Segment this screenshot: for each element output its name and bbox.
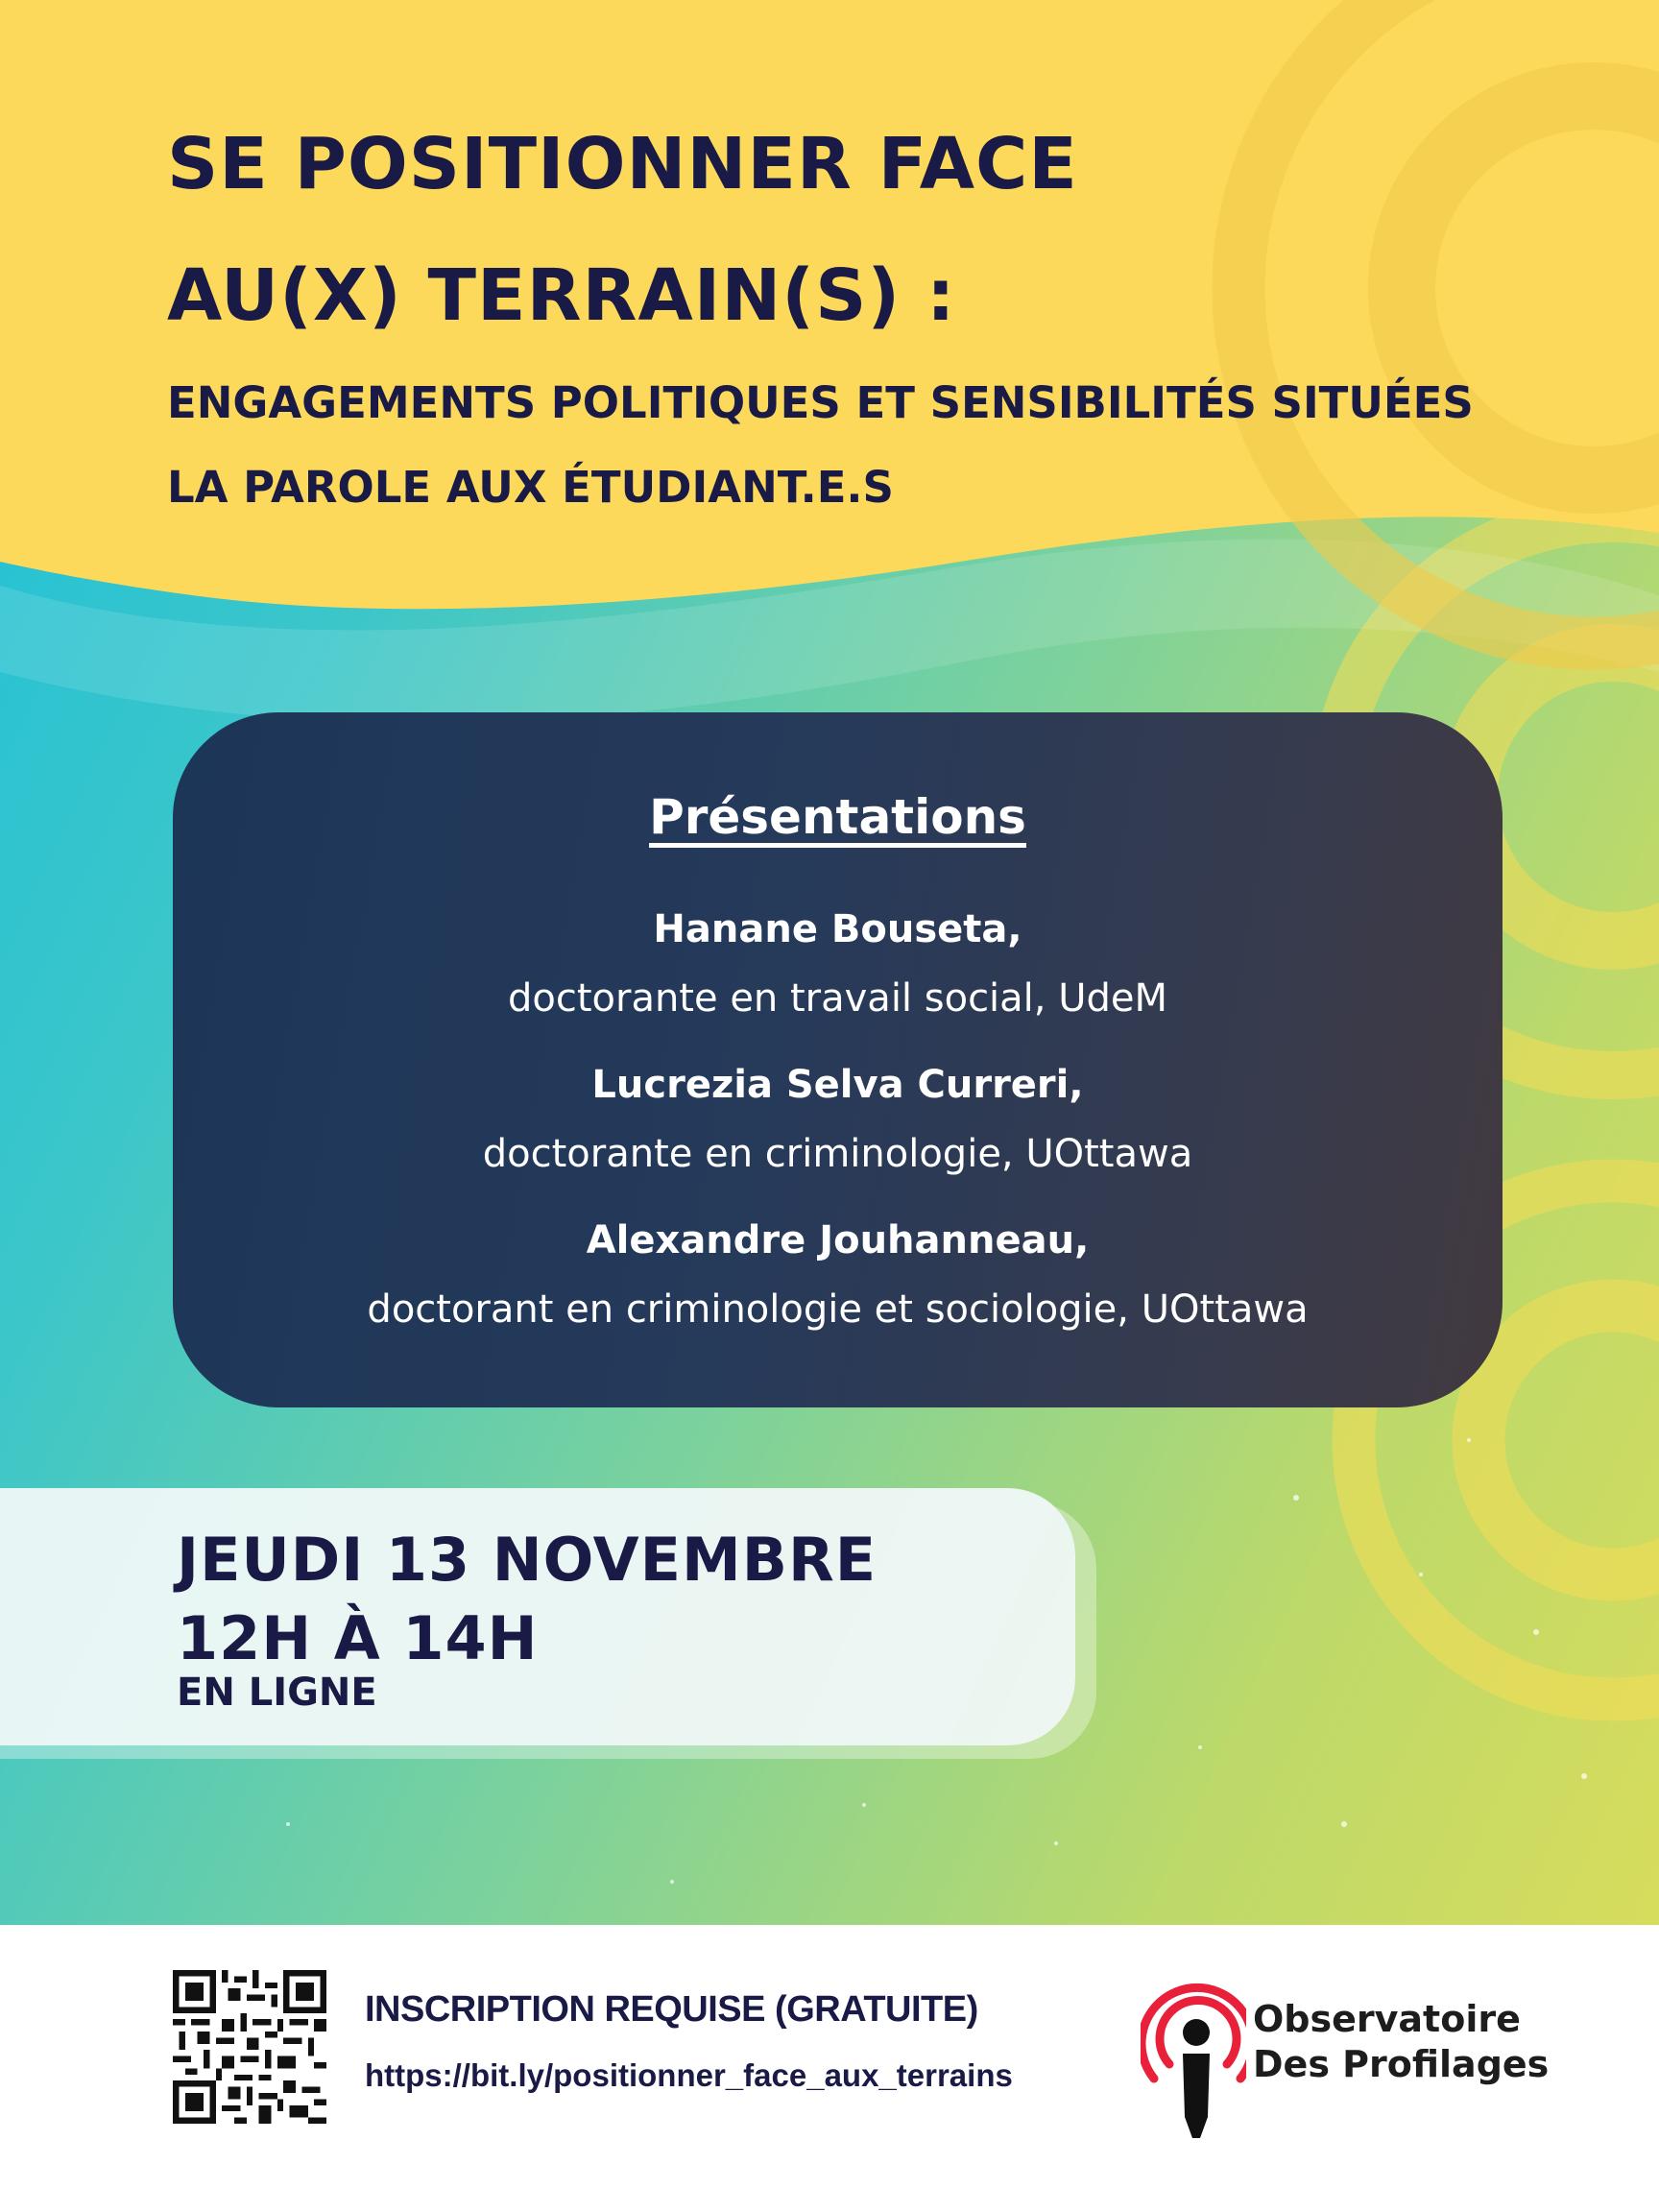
title-line-2: AU(X) TERRAIN(S) : [167,254,956,337]
event-mode: EN LIGNE [177,1671,377,1715]
subtitle-line-2: LA PAROLE AUX ÉTUDIANT.E.S [167,462,894,513]
registration-link[interactable]: https://bit.ly/positionner_face_aux_terrains [365,2057,1013,2093]
presentations-heading: Présentations [649,789,1026,845]
speaker-name: Hanane Bouseta, [653,907,1022,951]
organizer-name-line-1: Observatoire [1253,1998,1521,2040]
event-date: JEUDI 13 NOVEMBRE [177,1525,878,1595]
broadcast-person-icon [1141,1973,1246,2146]
presentations-card [173,712,1503,1407]
speaker-role: doctorante en criminologie, UOttawa [482,1132,1193,1176]
organizer-name-line-2: Des Profilages [1253,2043,1550,2085]
title-line-1: SE POSITIONNER FACE [167,123,1078,205]
speaker-name: Lucrezia Selva Curreri, [591,1063,1084,1107]
speaker-role: doctorante en travail social, UdeM [507,976,1168,1021]
registration-label: INSCRIPTION REQUISE (GRATUITE) [365,1989,978,2030]
event-time: 12H À 14H [177,1603,539,1673]
speaker-name: Alexandre Jouhanneau, [586,1218,1090,1262]
speaker-role: doctorant en criminologie et sociologie, UOttawa [367,1287,1309,1332]
qr-code-icon[interactable] [173,1970,326,2124]
subtitle-line-1: ENGAGEMENTS POLITIQUES ET SENSIBILITÉS SITUÉES [167,377,1474,428]
